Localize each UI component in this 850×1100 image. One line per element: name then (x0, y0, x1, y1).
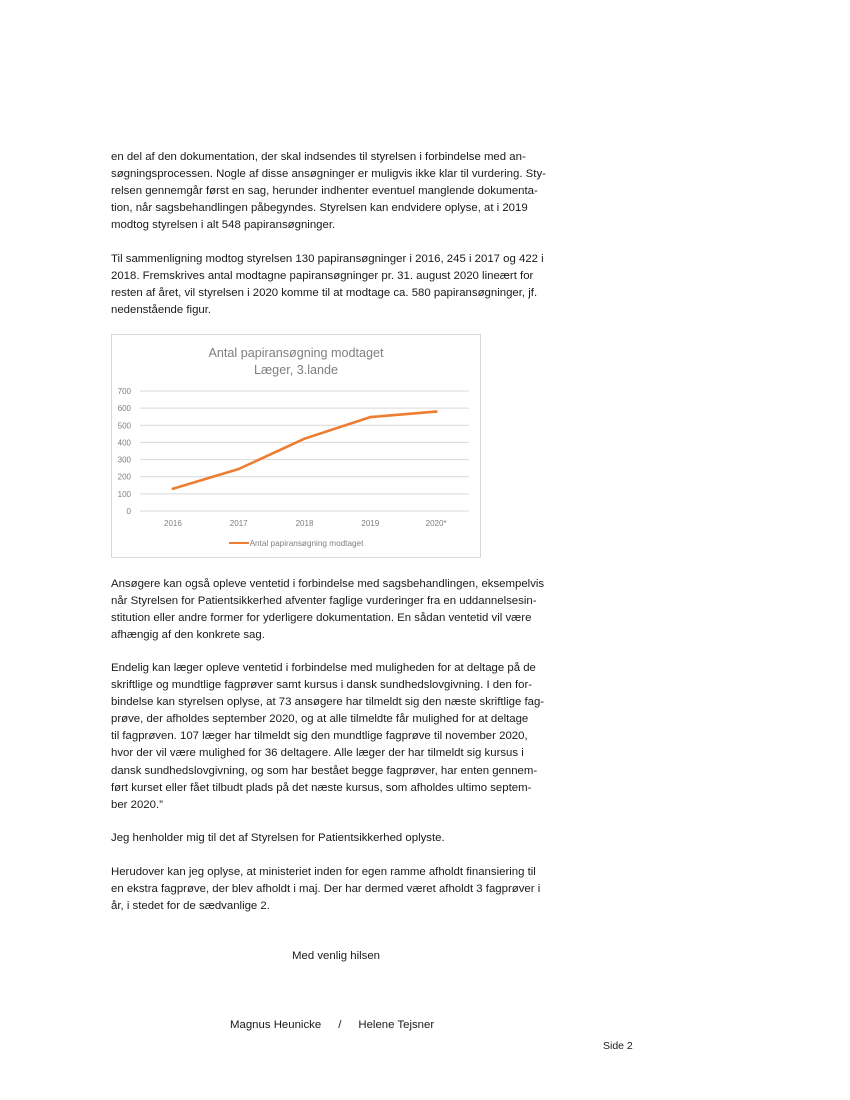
text-line: resten af året, vil styrelsen i 2020 komme til at modtage ca. 580 papiransøgninger, jf. (111, 287, 538, 300)
y-tick-label: 0 (126, 507, 131, 516)
chart-subtitle: Læger, 3.lande (253, 363, 339, 377)
paragraph-2 (111, 251, 573, 319)
text-line: Ansøgere kan også opleve ventetid i forbindelse med sagsbehandlingen, eksempelvis (111, 578, 545, 590)
paragraph-6 (111, 864, 573, 915)
text-line: en ekstra fagprøve, der blev afholdt i maj. Der har dermed været afholdt 3 fagprøver i (111, 883, 541, 896)
legend-line-swatch (229, 542, 249, 544)
signature-left: Magnus Heunicke (230, 1019, 322, 1031)
chart-plot (112, 335, 480, 557)
y-tick-label: 200 (117, 472, 131, 482)
text-line: en del af den dokumentation, der skal indsendes til styrelsen i forbindelse med an- (111, 151, 526, 163)
text-line: når Styrelsen for Patientsikkerhed afventer faglige vurderinger fra en uddannelsesin- (111, 595, 537, 608)
signature-separator: / (338, 1019, 342, 1031)
text-line: afhængig af den konkrete sag. (111, 629, 265, 642)
chart-title: Antal papiransøgning modtaget (208, 346, 384, 360)
data-point (172, 487, 175, 490)
signature-line (230, 1019, 434, 1031)
y-tick-label: 300 (117, 455, 131, 465)
text-line: stitution eller andre former for yderligere dokumentation. En sådan ventetid vil være (111, 612, 532, 625)
y-tick-label: 600 (117, 404, 131, 414)
data-point (237, 468, 240, 471)
legend-label: Antal papiransøgning modtaget (249, 539, 364, 548)
text-line: ført kurset eller fået tilbudt plads på det næste kursus, som afholdes ultimo septem- (111, 781, 532, 794)
y-tick-label: 100 (117, 489, 131, 499)
paragraph-3 (111, 576, 573, 644)
text-line: Jeg henholder mig til det af Styrelsen for Patientsikkerhed oplyste. (111, 832, 445, 844)
x-tick-label: 2016 (164, 519, 182, 528)
x-tick-label: 2017 (229, 519, 248, 528)
text-line: hvor der vil være mulighed for 36 deltagere. Alle læger der har tilmeldt sig kursus i (111, 747, 524, 760)
chart-legend (112, 538, 480, 550)
text-line: nedenstående figur. (111, 304, 212, 317)
data-point (303, 437, 306, 440)
text-line: til fagprøven. 107 læger har tilmeldt sig den mundtlige fagprøve til november 2020, (111, 730, 528, 743)
paragraph-1 (111, 149, 573, 234)
text-line: Herudover kan jeg oplyse, at ministeriet inden for egen ramme afholdt finansiering til (111, 866, 536, 878)
text-line: 2018. Fremskrives antal modtagne papiransøgninger pr. 31. august 2020 lineært for (111, 270, 534, 283)
text-line: dansk sundhedslovgivning, og som har bestået begge fagprøver, har enten gennem- (111, 764, 538, 777)
x-tick-label: 2020* (425, 519, 447, 528)
text-line: ber 2020.” (111, 798, 163, 811)
y-tick-label: 700 (117, 387, 131, 396)
closing-greeting: Med venlig hilsen (292, 950, 381, 962)
signature-right: Helene Tejsner (358, 1019, 435, 1031)
text-line: tion, når sagsbehandlingen påbegyndes. Styrelsen kan endvidere oplyse, at i 2019 (111, 202, 528, 215)
y-tick-label: 500 (117, 421, 131, 431)
data-point (369, 416, 372, 419)
x-tick-label: 2018 (295, 519, 314, 528)
text-line: relsen gennemgår først en sag, herunder indhenter eventuel manglende dokumenta- (111, 185, 538, 198)
y-tick-label: 400 (117, 438, 131, 448)
text-line: modtog styrelsen i alt 548 papiransøgninger. (111, 219, 336, 232)
text-line: skriftlige og mundtlige fagprøver samt kursus i dansk sundhedslovgivning. I den for- (111, 679, 533, 692)
text-line: prøve, der afholdes september 2020, og at alle tilmeldte får mulighed for at deltage (111, 713, 529, 726)
text-line: Til sammenligning modtog styrelsen 130 papiransøgninger i 2016, 245 i 2017 og 422 i (111, 253, 544, 265)
text-line: bindelse kan styrelsen oplyse, at 73 ansøgere har tilmeldt sig den næste skriftlige fag- (111, 696, 545, 709)
paragraph-4 (111, 660, 573, 814)
text-line: søgningsprocessen. Nogle af disse ansøgninger er muligvis ikke klar til vurdering. Sty- (111, 168, 546, 181)
page-number: Side 2 (603, 1040, 633, 1052)
text-line: Endelig kan læger opleve ventetid i forbindelse med muligheden for at deltage på de (111, 662, 536, 674)
x-tick-label: 2019 (361, 519, 380, 528)
data-point (435, 410, 438, 413)
line-chart (111, 334, 481, 558)
paragraph-5 (111, 830, 573, 847)
text-line: år, i stedet for de sædvanlige 2. (111, 900, 270, 913)
